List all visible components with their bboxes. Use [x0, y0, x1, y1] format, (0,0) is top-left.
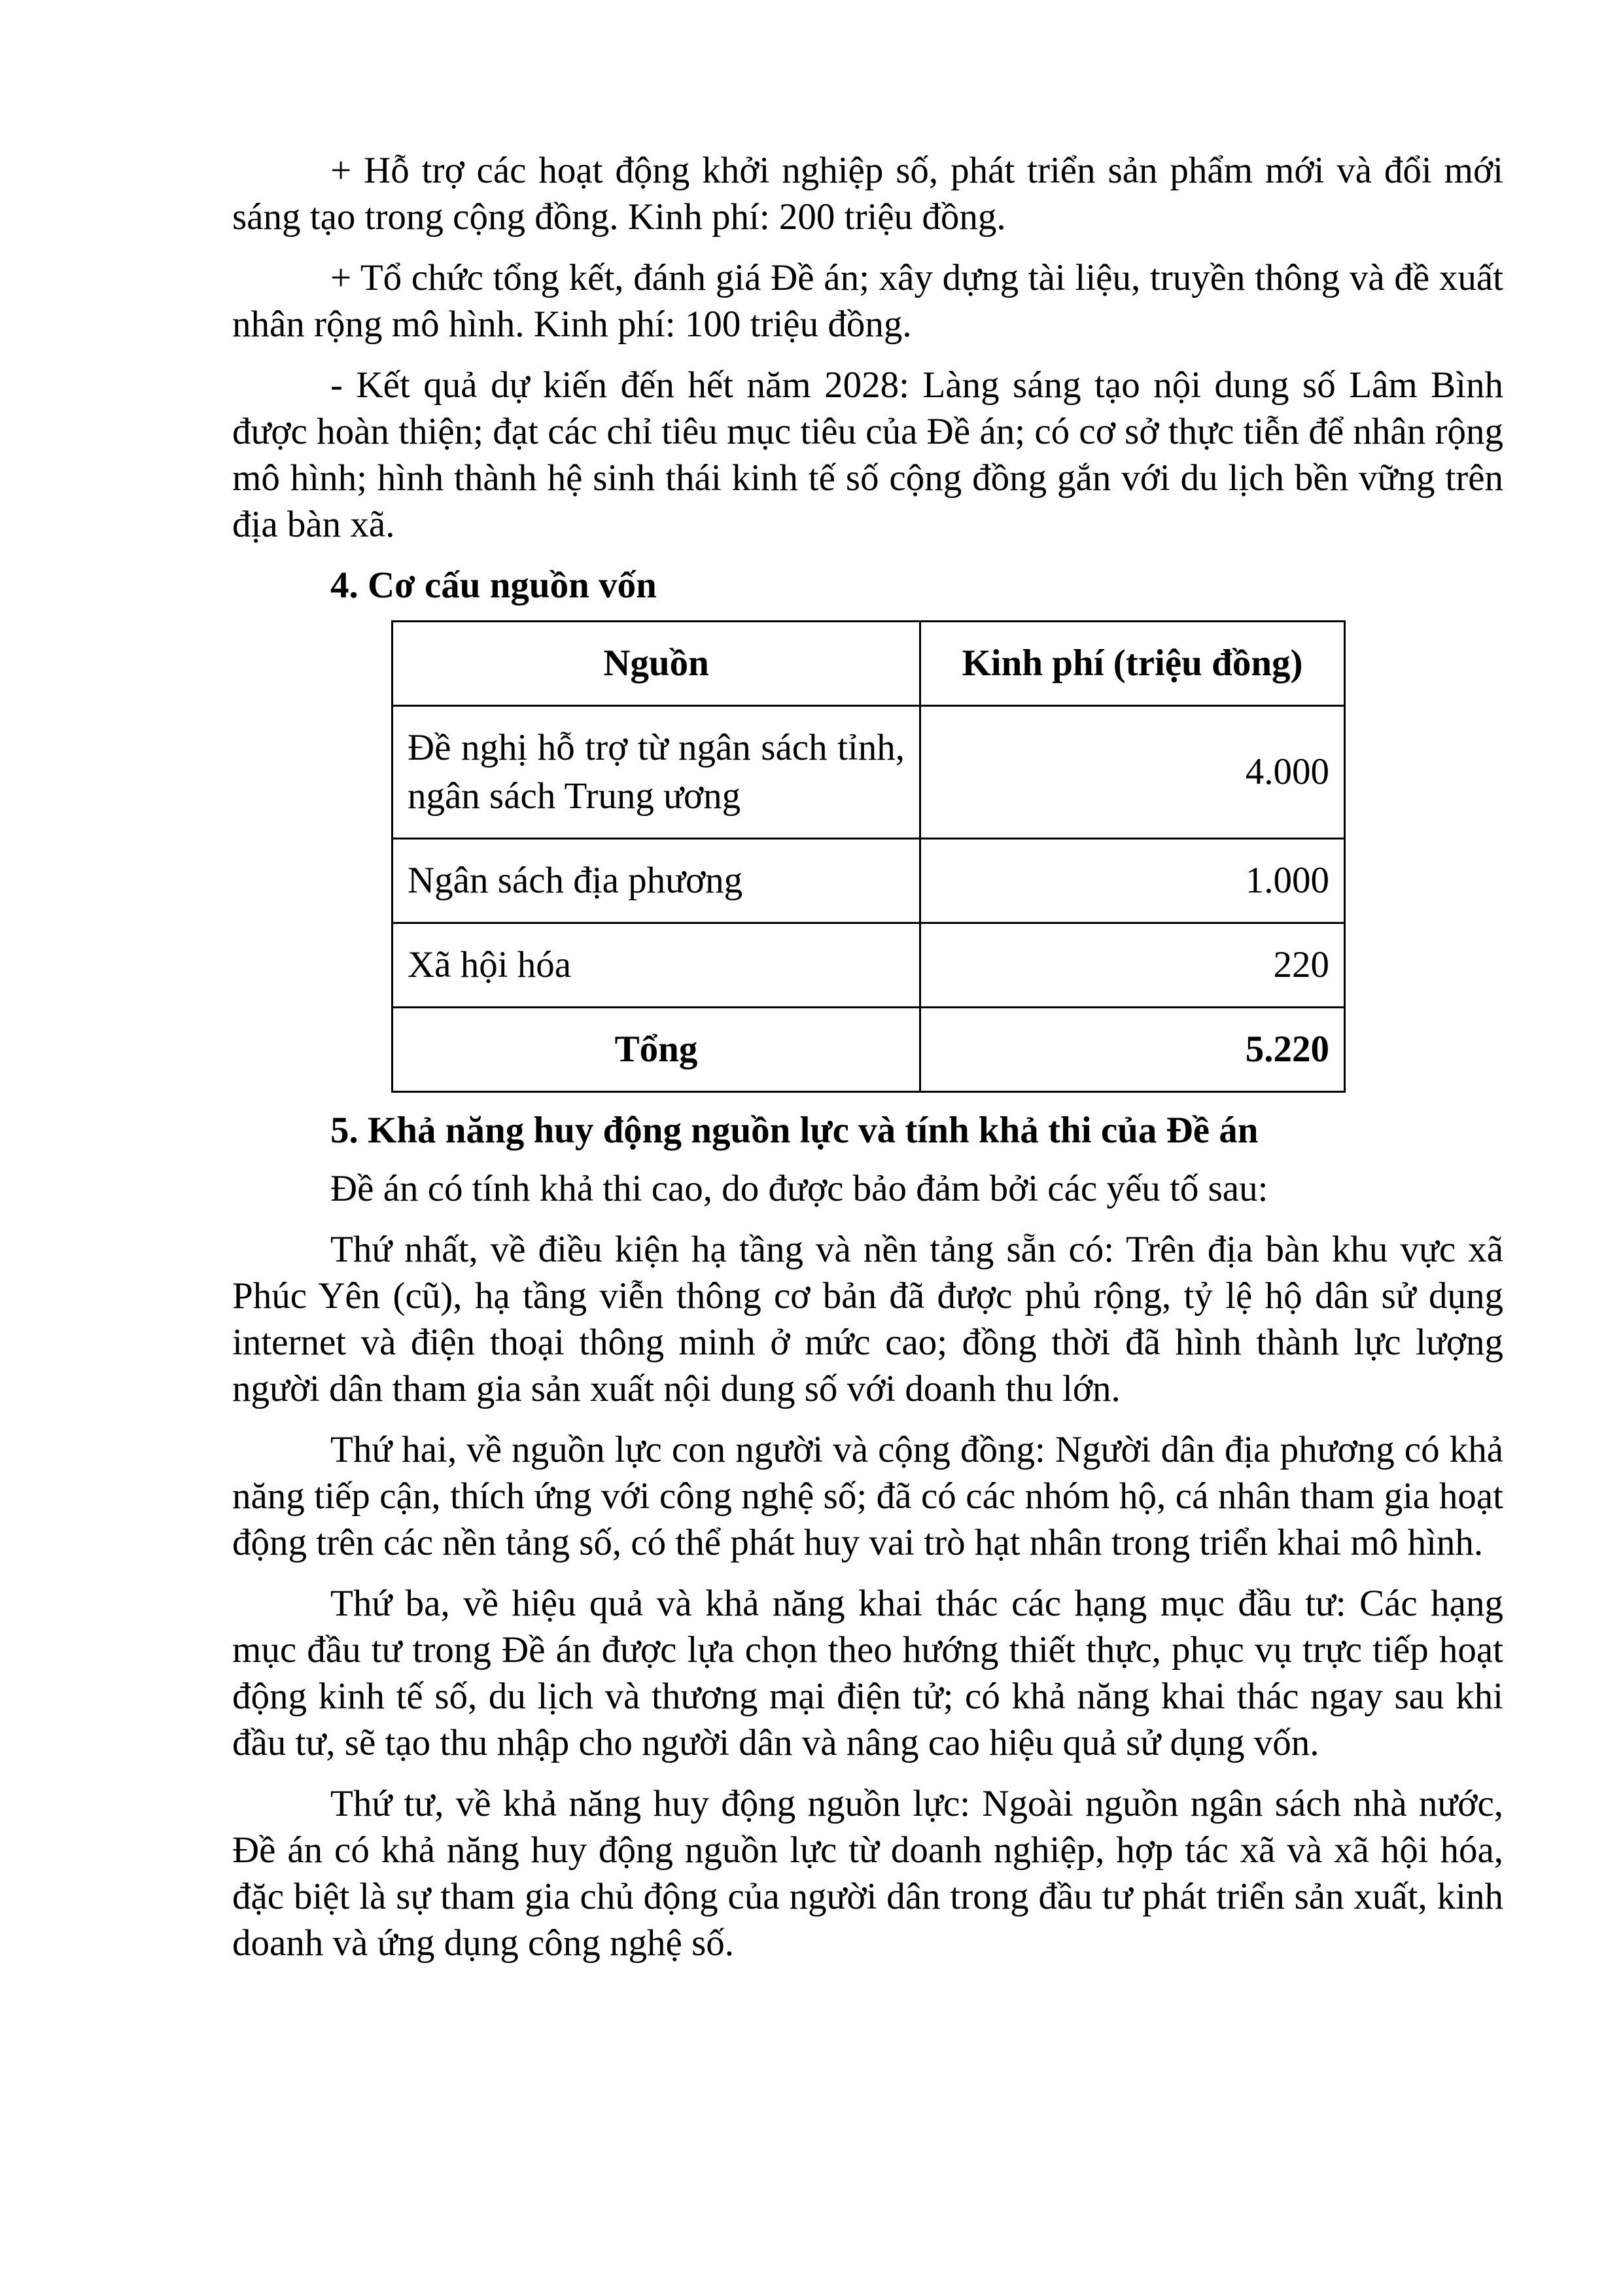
- table-row: [393, 923, 1345, 1008]
- paragraph-first-infrastructure: Thứ nhất, về điều kiện hạ tầng và nền tảng sẵn có: Trên địa bàn khu vực xã Phúc Yên (cũ), hạ tầng viễn thông cơ bản đã được phủ rộng, tỷ lệ hộ dân sử dụng internet và điện thoại thông minh ở mức cao; đồng thời đã hình thành lực lượng người dân tham gia sản xuất nội dung số với doanh thu lớn.: [232, 1229, 1503, 1409]
- paragraph-expected-results: - Kết quả dự kiến đến hết năm 2028: Làng sáng tạo nội dung số Lâm Bình được hoàn thiện; đạt các chỉ tiêu mục tiêu của Đề án; có cơ sở thực tiễn để nhân rộng mô hình; hình thành hệ sinh thái kinh tế số cộng đồng gắn với du lịch bền vững trên địa bàn xã.: [232, 364, 1503, 545]
- paragraph-feasibility-intro: Đề án có tính khả thi cao, do được bảo đảm bởi các yếu tố sau:: [330, 1168, 1268, 1209]
- table-row: [393, 706, 1345, 839]
- section-5-heading: 5. Khả năng huy động nguồn lực và tính khả thi của Đề án: [330, 1110, 1259, 1151]
- column-header-amount: Kinh phí (triệu đồng): [920, 622, 1345, 706]
- paragraph-second-human-resources: Thứ hai, về nguồn lực con người và cộng đồng: Người dân địa phương có khả năng tiếp cận, thích ứng với công nghệ số; đã có các nhóm hộ, cá nhân tham gia hoạt động trên các nền tảng số, có thể phát huy vai trò hạt nhân trong triển khai mô hình.: [232, 1429, 1503, 1563]
- table-total-row: [393, 1008, 1345, 1092]
- row-amount-cell: 4.000: [920, 706, 1345, 839]
- paragraph-summary-evaluation: + Tổ chức tổng kết, đánh giá Đề án; xây dựng tài liệu, truyền thông và đề xuất nhân rộng mô hình. Kinh phí: 100 triệu đồng.: [232, 257, 1503, 345]
- paragraph-fourth-resource-mobilization: Thứ tư, về khả năng huy động nguồn lực: Ngoài nguồn ngân sách nhà nước, Đề án có khả năng huy động nguồn lực từ doanh nghiệp, hợp tác xã và xã hội hóa, đặc biệt là sự tham gia chủ động của người dân trong đầu tư phát triển sản xuất, kinh doanh và ứng dụng công nghệ số.: [232, 1783, 1503, 1964]
- row-amount-cell: 1.000: [920, 839, 1345, 923]
- table-header-row: [393, 622, 1345, 706]
- column-header-source: Nguồn: [393, 622, 920, 706]
- paragraph-third-investment-efficiency: Thứ ba, về hiệu quả và khả năng khai thác các hạng mục đầu tư: Các hạng mục đầu tư trong Đề án được lựa chọn theo hướng thiết thực, phục vụ trực tiếp hoạt động kinh tế số, du lịch và thương mại điện tử; có khả năng khai thác ngay sau khi đầu tư, sẽ tạo thu nhập cho người dân và nâng cao hiệu quả sử dụng vốn.: [232, 1583, 1503, 1763]
- table-row: [393, 839, 1345, 923]
- funding-structure-table: [391, 620, 1346, 1093]
- row-source-cell: Xã hội hóa: [393, 923, 920, 1008]
- row-source-cell: Ngân sách địa phương: [393, 839, 920, 923]
- total-amount-cell: 5.220: [920, 1008, 1345, 1092]
- paragraph-startup-support: + Hỗ trợ các hoạt động khởi nghiệp số, phát triển sản phẩm mới và đổi mới sáng tạo trong cộng đồng. Kinh phí: 200 triệu đồng.: [232, 150, 1503, 238]
- section-4-heading: 4. Cơ cấu nguồn vốn: [330, 565, 657, 606]
- row-source-cell: Đề nghị hỗ trợ từ ngân sách tỉnh, ngân sách Trung ương: [393, 706, 920, 839]
- document-page: [232, 147, 1503, 1981]
- total-label-cell: Tổng: [393, 1008, 920, 1092]
- row-amount-cell: 220: [920, 923, 1345, 1008]
